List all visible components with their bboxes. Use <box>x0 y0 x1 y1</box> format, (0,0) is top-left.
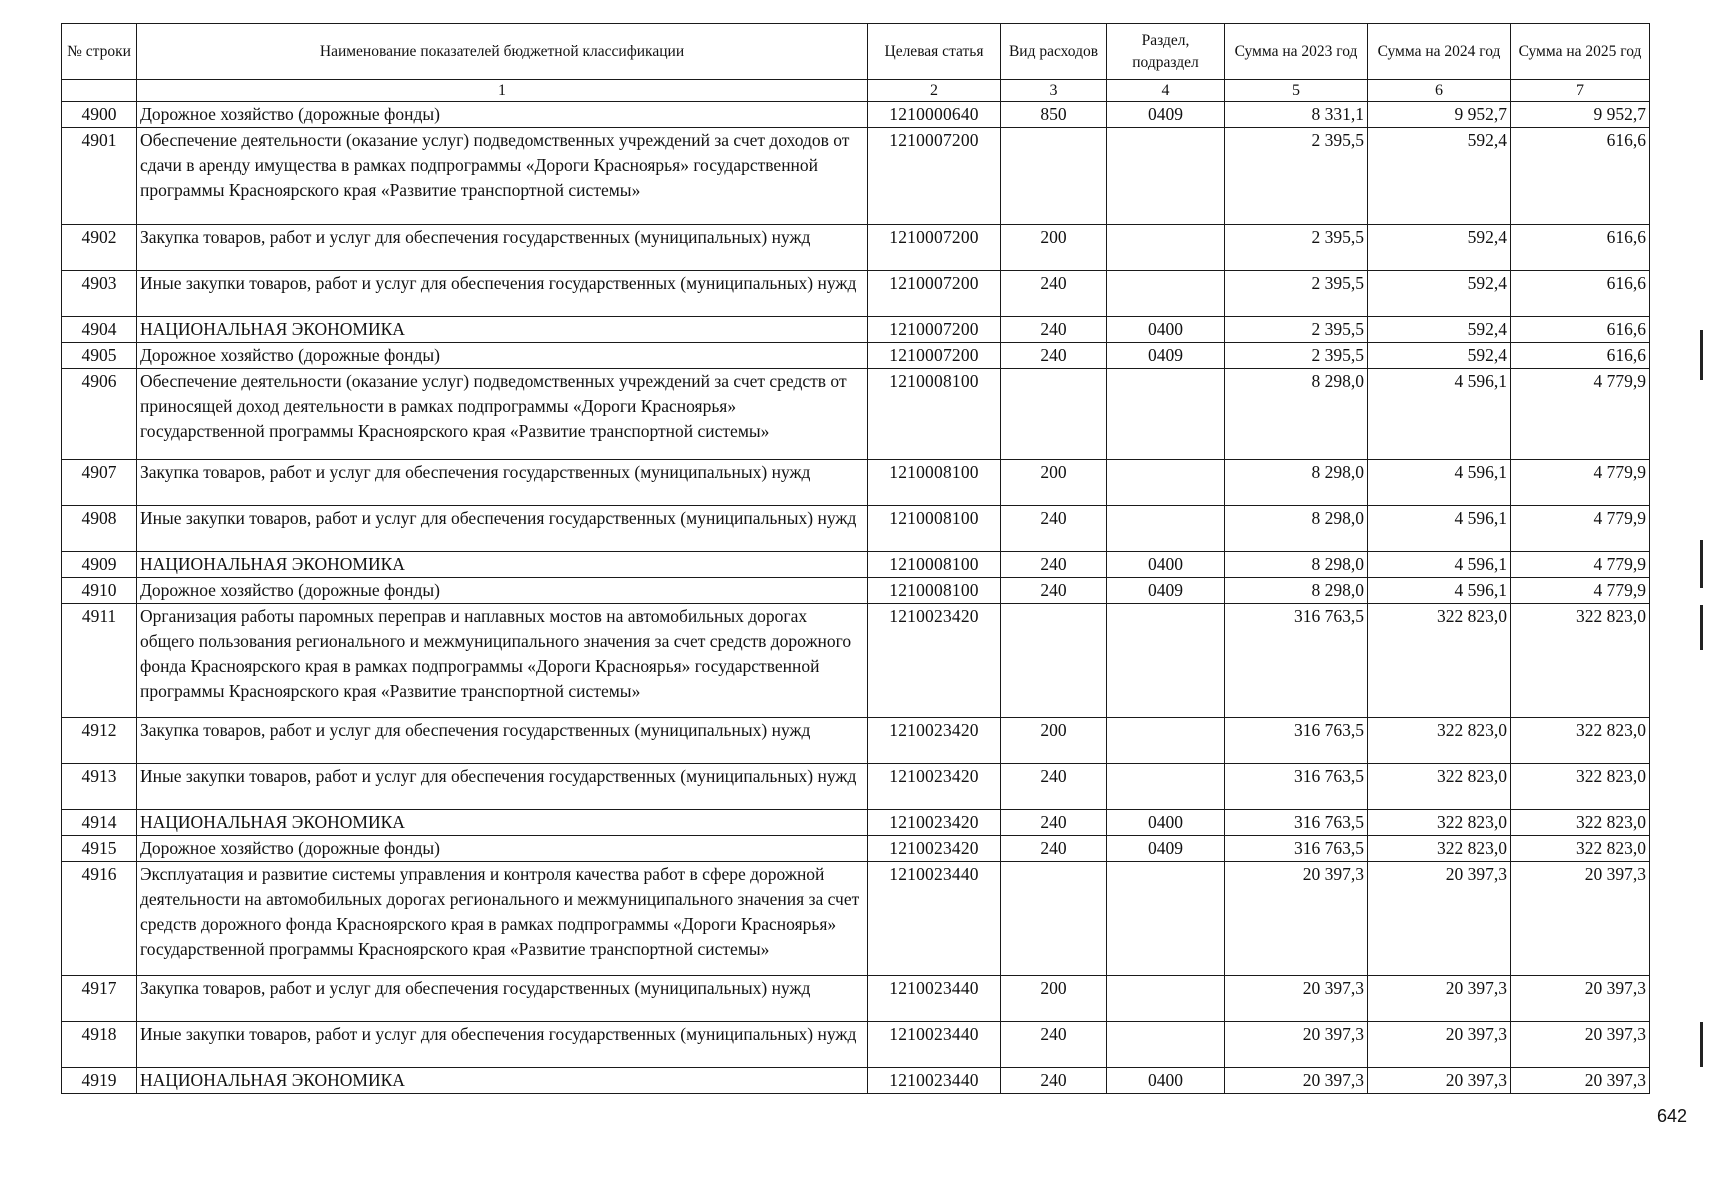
row-number: 4902 <box>62 225 137 271</box>
page-number: 642 <box>1657 1106 1688 1126</box>
row-number: 4907 <box>62 460 137 506</box>
budget-document <box>61 23 1649 1094</box>
target-article: 1210007200 <box>868 225 1001 271</box>
section-code: 0400 <box>1107 1068 1225 1094</box>
column-number-row <box>62 80 1650 102</box>
budget-table <box>61 23 1650 1094</box>
indicator-name: Иные закупки товаров, работ и услуг для обеспечения государственных (муниципальных) нужд <box>137 506 868 552</box>
amount-2025: 9 952,7 <box>1511 102 1650 128</box>
expense-type <box>1001 128 1107 225</box>
expense-type <box>1001 862 1107 976</box>
amount-2025: 616,6 <box>1511 271 1650 317</box>
amount-2024: 4 596,1 <box>1368 552 1511 578</box>
target-article: 1210007200 <box>868 271 1001 317</box>
expense-type: 240 <box>1001 1022 1107 1068</box>
header-sum-2024: Сумма на 2024 год <box>1368 24 1511 80</box>
table-row <box>62 369 1650 460</box>
row-number: 4917 <box>62 976 137 1022</box>
expense-type: 240 <box>1001 836 1107 862</box>
row-number: 4918 <box>62 1022 137 1068</box>
indicator-name: НАЦИОНАЛЬНАЯ ЭКОНОМИКА <box>137 317 868 343</box>
amount-2023: 8 298,0 <box>1225 552 1368 578</box>
amount-2023: 8 298,0 <box>1225 369 1368 460</box>
amount-2023: 2 395,5 <box>1225 128 1368 225</box>
expense-type <box>1001 369 1107 460</box>
expense-type: 240 <box>1001 506 1107 552</box>
indicator-name: Иные закупки товаров, работ и услуг для обеспечения государственных (муниципальных) нужд <box>137 764 868 810</box>
amount-2024: 592,4 <box>1368 317 1511 343</box>
row-number: 4914 <box>62 810 137 836</box>
expense-type: 240 <box>1001 343 1107 369</box>
table-row <box>62 506 1650 552</box>
target-article: 1210023440 <box>868 1068 1001 1094</box>
indicator-name: Дорожное хозяйство (дорожные фонды) <box>137 836 868 862</box>
amount-2025: 616,6 <box>1511 317 1650 343</box>
amount-2025: 322 823,0 <box>1511 718 1650 764</box>
target-article: 1210023440 <box>868 1022 1001 1068</box>
amount-2024: 4 596,1 <box>1368 369 1511 460</box>
table-row <box>62 836 1650 862</box>
column-number: 6 <box>1368 80 1511 102</box>
row-number: 4900 <box>62 102 137 128</box>
amount-2025: 322 823,0 <box>1511 604 1650 718</box>
target-article: 1210023420 <box>868 604 1001 718</box>
header-section: Раздел, подраздел <box>1107 24 1225 80</box>
row-number: 4905 <box>62 343 137 369</box>
amount-2023: 2 395,5 <box>1225 225 1368 271</box>
column-number: 7 <box>1511 80 1650 102</box>
amount-2024: 322 823,0 <box>1368 718 1511 764</box>
expense-type: 240 <box>1001 271 1107 317</box>
amount-2025: 4 779,9 <box>1511 552 1650 578</box>
scan-edge-mark <box>1700 540 1703 588</box>
expense-type: 200 <box>1001 225 1107 271</box>
amount-2025: 4 779,9 <box>1511 369 1650 460</box>
expense-type: 850 <box>1001 102 1107 128</box>
amount-2024: 322 823,0 <box>1368 810 1511 836</box>
scan-edge-mark <box>1700 605 1703 650</box>
indicator-name: Закупка товаров, работ и услуг для обеспечения государственных (муниципальных) нужд <box>137 460 868 506</box>
column-number: 3 <box>1001 80 1107 102</box>
section-code <box>1107 369 1225 460</box>
indicator-name: Закупка товаров, работ и услуг для обеспечения государственных (муниципальных) нужд <box>137 976 868 1022</box>
amount-2024: 592,4 <box>1368 225 1511 271</box>
header-sum-2023: Сумма на 2023 год <box>1225 24 1368 80</box>
column-number: 1 <box>137 80 868 102</box>
amount-2024: 4 596,1 <box>1368 506 1511 552</box>
amount-2023: 20 397,3 <box>1225 862 1368 976</box>
table-row <box>62 271 1650 317</box>
table-row <box>62 810 1650 836</box>
amount-2024: 592,4 <box>1368 271 1511 317</box>
amount-2023: 20 397,3 <box>1225 1022 1368 1068</box>
amount-2024: 592,4 <box>1368 128 1511 225</box>
table-row <box>62 1068 1650 1094</box>
indicator-name: Иные закупки товаров, работ и услуг для обеспечения государственных (муниципальных) нужд <box>137 1022 868 1068</box>
section-code <box>1107 460 1225 506</box>
amount-2025: 4 779,9 <box>1511 506 1650 552</box>
section-code <box>1107 225 1225 271</box>
amount-2023: 8 331,1 <box>1225 102 1368 128</box>
row-number: 4904 <box>62 317 137 343</box>
target-article: 1210008100 <box>868 369 1001 460</box>
amount-2024: 20 397,3 <box>1368 976 1511 1022</box>
table-row <box>62 317 1650 343</box>
amount-2024: 9 952,7 <box>1368 102 1511 128</box>
column-number <box>62 80 137 102</box>
section-code <box>1107 604 1225 718</box>
amount-2025: 20 397,3 <box>1511 862 1650 976</box>
amount-2023: 20 397,3 <box>1225 1068 1368 1094</box>
row-number: 4909 <box>62 552 137 578</box>
table-row <box>62 718 1650 764</box>
section-code: 0409 <box>1107 578 1225 604</box>
amount-2023: 316 763,5 <box>1225 604 1368 718</box>
amount-2024: 322 823,0 <box>1368 604 1511 718</box>
amount-2024: 4 596,1 <box>1368 460 1511 506</box>
table-row <box>62 343 1650 369</box>
row-number: 4911 <box>62 604 137 718</box>
amount-2025: 616,6 <box>1511 128 1650 225</box>
amount-2025: 4 779,9 <box>1511 578 1650 604</box>
amount-2023: 2 395,5 <box>1225 317 1368 343</box>
amount-2023: 316 763,5 <box>1225 764 1368 810</box>
target-article: 1210008100 <box>868 552 1001 578</box>
section-code: 0400 <box>1107 810 1225 836</box>
table-row <box>62 862 1650 976</box>
section-code <box>1107 128 1225 225</box>
row-number: 4915 <box>62 836 137 862</box>
expense-type: 240 <box>1001 578 1107 604</box>
section-code <box>1107 862 1225 976</box>
expense-type: 240 <box>1001 317 1107 343</box>
amount-2024: 20 397,3 <box>1368 1022 1511 1068</box>
column-number: 4 <box>1107 80 1225 102</box>
amount-2024: 322 823,0 <box>1368 764 1511 810</box>
amount-2025: 4 779,9 <box>1511 460 1650 506</box>
section-code: 0409 <box>1107 102 1225 128</box>
table-row <box>62 578 1650 604</box>
row-number: 4910 <box>62 578 137 604</box>
row-number: 4903 <box>62 271 137 317</box>
scan-edge-mark <box>1700 330 1703 380</box>
indicator-name: Обеспечение деятельности (оказание услуг) подведомственных учреждений за счет доходов от сдачи в аренду имущества в рамках подпрограммы «Дороги Красноярья» государственной программы Красноярского края «Развитие транспортной системы» <box>137 128 868 225</box>
table-row <box>62 1022 1650 1068</box>
row-number: 4916 <box>62 862 137 976</box>
target-article: 1210023420 <box>868 718 1001 764</box>
scan-edge-mark <box>1700 1022 1703 1067</box>
indicator-name: Дорожное хозяйство (дорожные фонды) <box>137 343 868 369</box>
expense-type: 200 <box>1001 460 1107 506</box>
header-sum-2025: Сумма на 2025 год <box>1511 24 1650 80</box>
section-code <box>1107 764 1225 810</box>
header-row-number: № строки <box>62 24 137 80</box>
amount-2024: 592,4 <box>1368 343 1511 369</box>
amount-2025: 616,6 <box>1511 343 1650 369</box>
row-number: 4912 <box>62 718 137 764</box>
table-row <box>62 764 1650 810</box>
target-article: 1210023440 <box>868 976 1001 1022</box>
amount-2024: 20 397,3 <box>1368 1068 1511 1094</box>
expense-type: 200 <box>1001 976 1107 1022</box>
row-number: 4906 <box>62 369 137 460</box>
section-code: 0409 <box>1107 836 1225 862</box>
table-row <box>62 976 1650 1022</box>
indicator-name: Иные закупки товаров, работ и услуг для обеспечения государственных (муниципальных) нужд <box>137 271 868 317</box>
expense-type: 240 <box>1001 1068 1107 1094</box>
amount-2024: 20 397,3 <box>1368 862 1511 976</box>
table-row <box>62 604 1650 718</box>
section-code <box>1107 506 1225 552</box>
section-code: 0400 <box>1107 552 1225 578</box>
amount-2025: 322 823,0 <box>1511 836 1650 862</box>
target-article: 1210007200 <box>868 317 1001 343</box>
indicator-name: Организация работы паромных переправ и наплавных мостов на автомобильных дорогах общего пользования регионального и межмуниципального значения за счет средств дорожного фонда Красноярского края в рамках подпрограммы «Дороги Красноярья» государственной программы Красноярского края «Развитие транспортной системы» <box>137 604 868 718</box>
amount-2025: 20 397,3 <box>1511 976 1650 1022</box>
row-number: 4908 <box>62 506 137 552</box>
amount-2023: 2 395,5 <box>1225 343 1368 369</box>
header-expense-type: Вид расходов <box>1001 24 1107 80</box>
table-row <box>62 460 1650 506</box>
indicator-name: НАЦИОНАЛЬНАЯ ЭКОНОМИКА <box>137 552 868 578</box>
amount-2023: 20 397,3 <box>1225 976 1368 1022</box>
section-code <box>1107 976 1225 1022</box>
indicator-name: Обеспечение деятельности (оказание услуг) подведомственных учреждений за счет средств от приносящей доход деятельности в рамках подпрограммы «Дороги Красноярья» государственной программы Красноярского края «Развитие транспортной системы» <box>137 369 868 460</box>
target-article: 1210023440 <box>868 862 1001 976</box>
section-code: 0409 <box>1107 343 1225 369</box>
header-row <box>62 24 1650 80</box>
amount-2025: 322 823,0 <box>1511 810 1650 836</box>
table-row <box>62 552 1650 578</box>
amount-2023: 316 763,5 <box>1225 718 1368 764</box>
indicator-name: Дорожное хозяйство (дорожные фонды) <box>137 578 868 604</box>
expense-type: 200 <box>1001 718 1107 764</box>
target-article: 1210007200 <box>868 128 1001 225</box>
expense-type <box>1001 604 1107 718</box>
amount-2023: 316 763,5 <box>1225 810 1368 836</box>
indicator-name: НАЦИОНАЛЬНАЯ ЭКОНОМИКА <box>137 810 868 836</box>
section-code <box>1107 271 1225 317</box>
column-number: 2 <box>868 80 1001 102</box>
target-article: 1210008100 <box>868 578 1001 604</box>
header-indicator-name: Наименование показателей бюджетной классификации <box>137 24 868 80</box>
indicator-name: НАЦИОНАЛЬНАЯ ЭКОНОМИКА <box>137 1068 868 1094</box>
table-body <box>62 102 1650 1094</box>
indicator-name: Закупка товаров, работ и услуг для обеспечения государственных (муниципальных) нужд <box>137 225 868 271</box>
target-article: 1210008100 <box>868 506 1001 552</box>
amount-2023: 8 298,0 <box>1225 460 1368 506</box>
target-article: 1210023420 <box>868 836 1001 862</box>
amount-2025: 616,6 <box>1511 225 1650 271</box>
amount-2023: 316 763,5 <box>1225 836 1368 862</box>
section-code: 0400 <box>1107 317 1225 343</box>
amount-2025: 20 397,3 <box>1511 1022 1650 1068</box>
indicator-name: Эксплуатация и развитие системы управления и контроля качества работ в сфере дорожной деятельности на автомобильных дорогах регионального и межмуниципального значения за счет средств дорожного фонда Красноярского края в рамках подпрограммы «Дороги Красноярья» государственной программы Красноярского края «Развитие транспортной системы» <box>137 862 868 976</box>
expense-type: 240 <box>1001 810 1107 836</box>
table-row <box>62 102 1650 128</box>
target-article: 1210007200 <box>868 343 1001 369</box>
amount-2023: 8 298,0 <box>1225 578 1368 604</box>
row-number: 4919 <box>62 1068 137 1094</box>
target-article: 1210023420 <box>868 810 1001 836</box>
target-article: 1210000640 <box>868 102 1001 128</box>
header-target-article: Целевая статья <box>868 24 1001 80</box>
amount-2024: 4 596,1 <box>1368 578 1511 604</box>
amount-2025: 20 397,3 <box>1511 1068 1650 1094</box>
table-row <box>62 225 1650 271</box>
indicator-name: Закупка товаров, работ и услуг для обеспечения государственных (муниципальных) нужд <box>137 718 868 764</box>
expense-type: 240 <box>1001 552 1107 578</box>
amount-2023: 2 395,5 <box>1225 271 1368 317</box>
column-number: 5 <box>1225 80 1368 102</box>
amount-2023: 8 298,0 <box>1225 506 1368 552</box>
row-number: 4913 <box>62 764 137 810</box>
section-code <box>1107 1022 1225 1068</box>
section-code <box>1107 718 1225 764</box>
expense-type: 240 <box>1001 764 1107 810</box>
amount-2025: 322 823,0 <box>1511 764 1650 810</box>
table-row <box>62 128 1650 225</box>
row-number: 4901 <box>62 128 137 225</box>
target-article: 1210023420 <box>868 764 1001 810</box>
target-article: 1210008100 <box>868 460 1001 506</box>
amount-2024: 322 823,0 <box>1368 836 1511 862</box>
indicator-name: Дорожное хозяйство (дорожные фонды) <box>137 102 868 128</box>
